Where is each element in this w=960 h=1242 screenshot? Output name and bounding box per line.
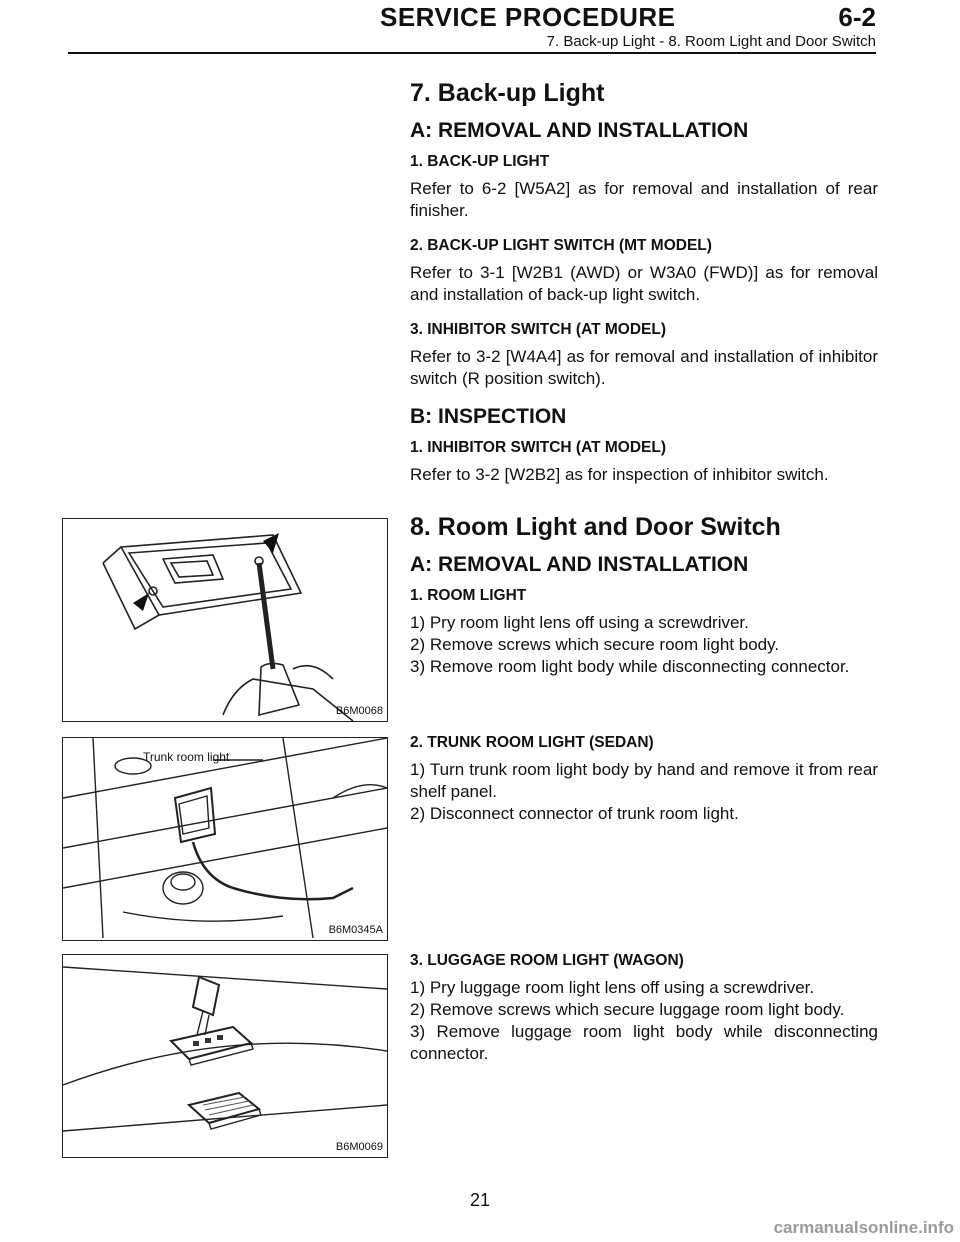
section-8-title: 8. Room Light and Door Switch [410, 513, 781, 541]
room-light-figure [62, 518, 388, 722]
header-divider [68, 52, 876, 54]
item-heading: 3. LUGGAGE ROOM LIGHT (WAGON) [410, 952, 684, 969]
item-text: Refer to 3-1 [W2B1 (AWD) or W3A0 (FWD)] as for removal and installation of back-up light switch. [410, 263, 878, 304]
step: 1) Pry luggage room light lens off using a screwdriver. [410, 978, 815, 997]
luggage-light-figure [62, 954, 388, 1158]
step: 2) Remove screws which secure luggage room light body. [410, 1000, 845, 1019]
section-8-a-heading: A: REMOVAL AND INSTALLATION [410, 553, 749, 576]
trunk-light-illustration [63, 738, 387, 940]
section-number: 6-2 [838, 2, 876, 32]
step: 2) Remove screws which secure room light body. [410, 635, 780, 654]
item-heading: 2. TRUNK ROOM LIGHT (SEDAN) [410, 734, 654, 751]
item-heading: 1. BACK-UP LIGHT [410, 153, 550, 170]
section-7-a-heading: A: REMOVAL AND INSTALLATION [410, 119, 749, 142]
watermark: carmanualsonline.info [773, 1218, 954, 1237]
trunk-light-steps [410, 759, 878, 825]
header-subtitle: 7. Back-up Light - 8. Room Light and Door Switch [546, 33, 876, 50]
luggage-light-block [410, 951, 878, 1065]
trunk-light-figure [62, 737, 388, 941]
page-number: 21 [470, 1190, 491, 1210]
figure-code: B6M0345A [328, 924, 383, 936]
figure-code: B6M0069 [335, 1141, 383, 1153]
step: 2) Disconnect connector of trunk room light. [410, 804, 739, 823]
figure-code: B6M0068 [335, 705, 383, 717]
section-8 [410, 512, 878, 678]
room-light-steps [410, 612, 878, 678]
room-light-illustration [63, 519, 387, 721]
section-7 [410, 78, 878, 500]
trunk-light-block [410, 733, 878, 825]
luggage-light-illustration [63, 955, 387, 1157]
step: 3) Remove luggage room light body while disconnecting connector. [410, 1022, 878, 1063]
item-text: Refer to 3-2 [W2B2] as for inspection of inhibitor switch. [410, 465, 829, 484]
luggage-light-steps [410, 977, 878, 1065]
item-heading: 1. ROOM LIGHT [410, 587, 527, 604]
item-text: Refer to 3-2 [W4A4] as for removal and installation of inhibitor switch (R position switch). [410, 347, 878, 388]
section-7-b-heading: B: INSPECTION [410, 405, 567, 428]
section-7-title: 7. Back-up Light [410, 79, 605, 107]
item-heading: 3. INHIBITOR SWITCH (AT MODEL) [410, 321, 667, 338]
step: 3) Remove room light body while disconnecting connector. [410, 657, 850, 676]
item-heading: 1. INHIBITOR SWITCH (AT MODEL) [410, 439, 667, 456]
item-heading: 2. BACK-UP LIGHT SWITCH (MT MODEL) [410, 237, 712, 254]
step: 1) Pry room light lens off using a screwdriver. [410, 613, 749, 632]
item-text: Refer to 6-2 [W5A2] as for removal and installation of rear finisher. [410, 179, 878, 220]
trunk-room-light-label: Trunk room light [143, 750, 230, 764]
section-title: SERVICE PROCEDURE [380, 2, 676, 32]
step: 1) Turn trunk room light body by hand and remove it from rear shelf panel. [410, 760, 878, 801]
